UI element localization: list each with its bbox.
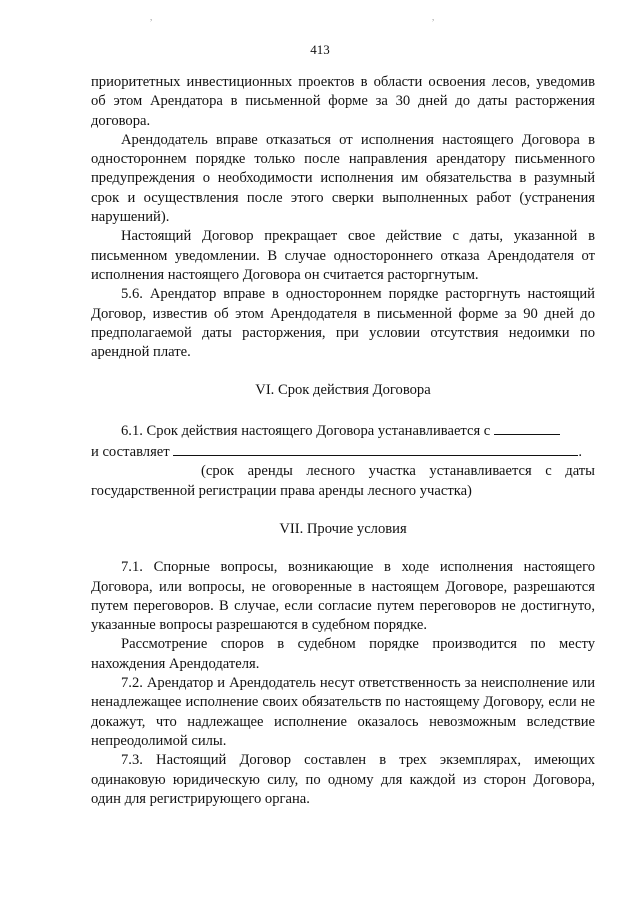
clause-6-1-continuation (91, 441, 595, 462)
clause-6-1-end: . (578, 444, 582, 461)
start-date-blank[interactable] (494, 420, 560, 435)
clause-7-3: 7.3. Настоящий Договор составлен в трех экземплярах, имеющих одинаковую юридическую силу, по одному для каждой из сторон Договора, один для регистрирующего органа. (91, 752, 595, 807)
clause-6-1-continue-text: и составляет (91, 444, 170, 461)
paragraph: приоритетных инвестиционных проектов в области освоения лесов, уведомив об этом Арендатора в письменной форме за 30 дней до даты расторжения договора. (91, 74, 595, 129)
page-number: 413 (310, 42, 330, 57)
scan-mark: , (432, 12, 435, 22)
document-body (91, 73, 595, 809)
clause-6-1 (91, 420, 595, 441)
scan-mark: , (150, 12, 153, 22)
paragraph: Настоящий Договор прекращает свое действие с даты, указанной в письменном уведомлении. В случае одностороннего отказа Арендодателя от исполнения настоящего Договора он считается расторгнутым. (91, 228, 595, 283)
clause-5-6: 5.6. Арендатор вправе в одностороннем порядке расторгнуть настоящий Договор, известив об этом Арендодателя в письменной форме за 90 дней до предполагаемой даты расторжения, при условии отсутствия недоимки по арендной плате. (91, 286, 595, 361)
section-6-heading: VI. Срок действия Договора (255, 382, 431, 399)
term-note: (срок аренды лесного участка устанавливается с даты государственной регистрации права аренды лесного участка) (91, 463, 595, 499)
term-blank[interactable] (173, 441, 578, 456)
clause-7-2: 7.2. Арендатор и Арендодатель несут ответственность за неисполнение или ненадлежащее исполнение своих обязательств по настоящему Договору, если не докажут, что надлежащее исполнение оказалось невозможным вследствие непреодолимой силы. (91, 675, 595, 749)
section-7-heading: VII. Прочие условия (279, 520, 407, 537)
clause-7-1: 7.1. Спорные вопросы, возникающие в ходе исполнения настоящего Договора, или вопросы, не оговоренные в настоящем Договоре, разрешаются путем переговоров. В случае, если согласие путем переговоров не достигнуто, указанные вопросы разрешаются в судебном порядке. (91, 559, 595, 634)
paragraph: Арендодатель вправе отказаться от исполнения настоящего Договора в одностороннем порядке только после направления арендатору письменного предупреждения о необходимости исполнения им обязательства в разумный срок и осуществления после этого сверки выполненных работ (устранения нарушений). (91, 131, 595, 226)
clause-6-1-text: 6.1. Срок действия настоящего Договора устанавливается с (121, 422, 491, 439)
paragraph: Рассмотрение споров в судебном порядке производится по месту нахождения Арендодателя. (91, 636, 595, 672)
